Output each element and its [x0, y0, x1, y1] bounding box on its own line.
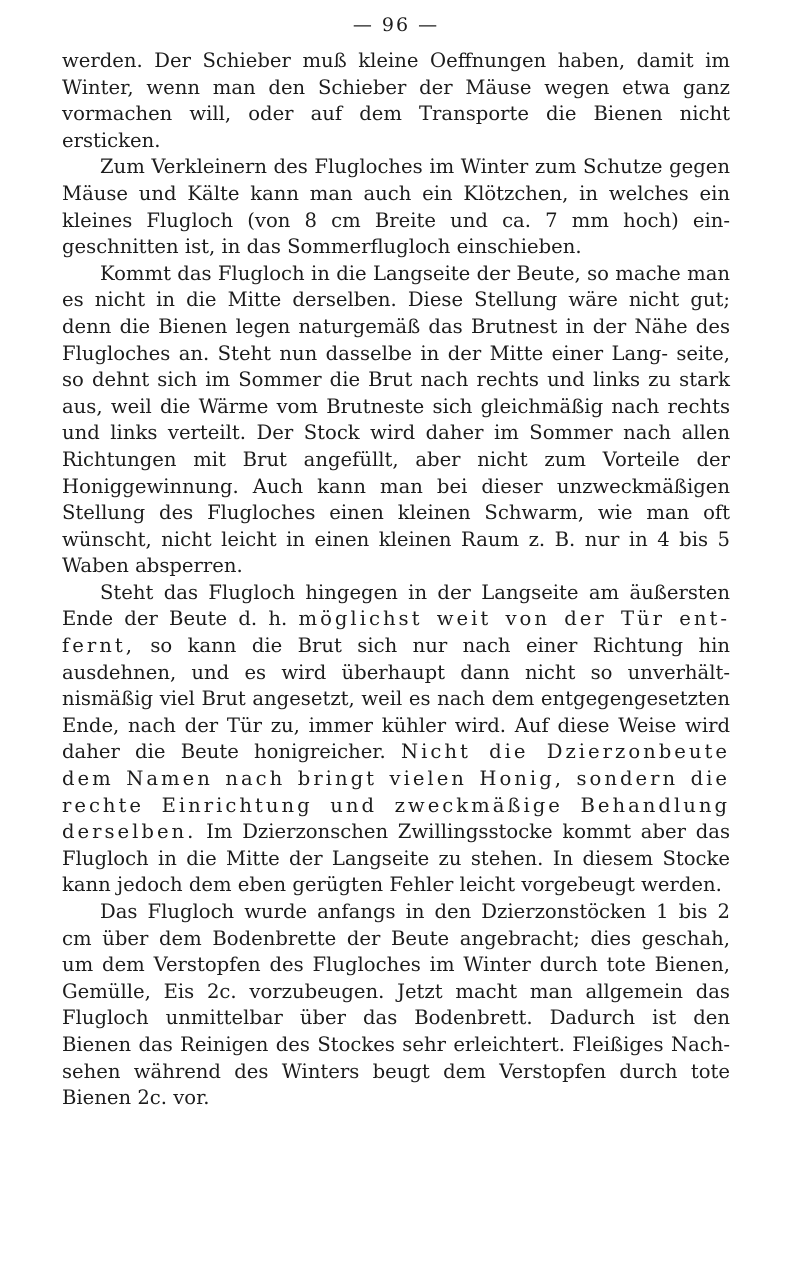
body-text [62, 48, 730, 1112]
paragraph [62, 261, 730, 580]
emphasized-text: möglichst weit von der Tür ent- fernt, [62, 607, 730, 658]
paragraph-text: Steht das Flugloch hingegen in der Langseite am äußersten Ende der Beute d. h. [62, 580, 730, 631]
paragraph-text: Im Dzierzonschen Zwillingsstocke kommt aber das Flugloch in die Mitte der Langseite zu stehen. In diesem Stocke kann jedoch dem eben gerügten Fehler leicht vorgebeugt werden. [62, 820, 730, 897]
paragraph-text: werden. Der Schieber muß kleine Oeffnungen haben, damit im Winter, wenn man den Schieber der Mäuse wegen etwa ganz vormachen will, oder auf dem Transporte die Bienen nicht ersticken. [62, 49, 730, 152]
paragraph-text: so kann die Brut sich nur nach einer Richtung hin ausdehnen, und es wird überhaupt dann nicht so unverhält- nismäßig viel Brut angesetzt, weil es nach dem entgegengesetzten Ende, nach der Tür zu, immer kühler wird. Auf diese Weise wird daher die Beute honigreicher. [62, 634, 730, 764]
paragraph-text: Kommt das Flugloch in die Langseite der Beute, so mache man es nicht in die Mitte derselben. Diese Stellung wäre nicht gut; denn die Bienen legen naturgemäß das Brutnest in der Nähe des Flugloches an. Steht nun dasselbe in der Mitte einer Lang- seite, so dehnt sich im Sommer die Brut nach rechts und links zu stark aus, weil die Wärme vom Brutneste sich gleichmäßig nach rechts und links verteilt. Der Stock wird daher im Sommer nach allen Richtungen mit Brut angefüllt, aber nicht zum Vorteile der Honiggewinnung. Auch kann man bei dieser unzweckmäßigen Stellung des Flugloches einen kleinen Schwarm, wie man oft wünscht, nicht leicht in einen kleinen Raum z. B. nur in 4 bis 5 Waben absperren. [62, 261, 730, 578]
paragraph [62, 154, 730, 260]
page-number: — 96 — [352, 14, 440, 36]
paragraph [62, 48, 730, 154]
emphasized-text: Nicht die Dzierzonbeute dem Namen nach bringt vielen Honig, sondern die rechte Einrichtung und zweckmäßige Behandlung derselben. [62, 740, 730, 844]
paragraph [62, 580, 730, 899]
paragraph-text: Zum Verkleinern des Flugloches im Winter zum Schutze gegen Mäuse und Kälte kann man auch ein Klötzchen, in welches ein kleines Flugloch (von 8 cm Breite und ca. 7 mm hoch) ein- geschnitten ist, in das Sommerflugloch einschieben. [62, 155, 730, 259]
book-page [62, 10, 730, 1260]
paragraph [62, 899, 730, 1112]
paragraph-text: Das Flugloch wurde anfangs in den Dzierzonstöcken 1 bis 2 cm über dem Bodenbrette der Beute angebracht; dies geschah, um dem Verstopfen des Flugloches im Winter durch tote Bienen, Gemülle, Eis 2c. vorzubeugen. Jetzt macht man allgemein das Flugloch unmittelbar über das Bodenbrett. Dadurch ist den Bienen das Reinigen des Stockes sehr erleichtert. Fleißiges Nach- sehen während des Winters beugt dem Verstopfen durch tote Bienen 2c. vor. [62, 900, 730, 1110]
